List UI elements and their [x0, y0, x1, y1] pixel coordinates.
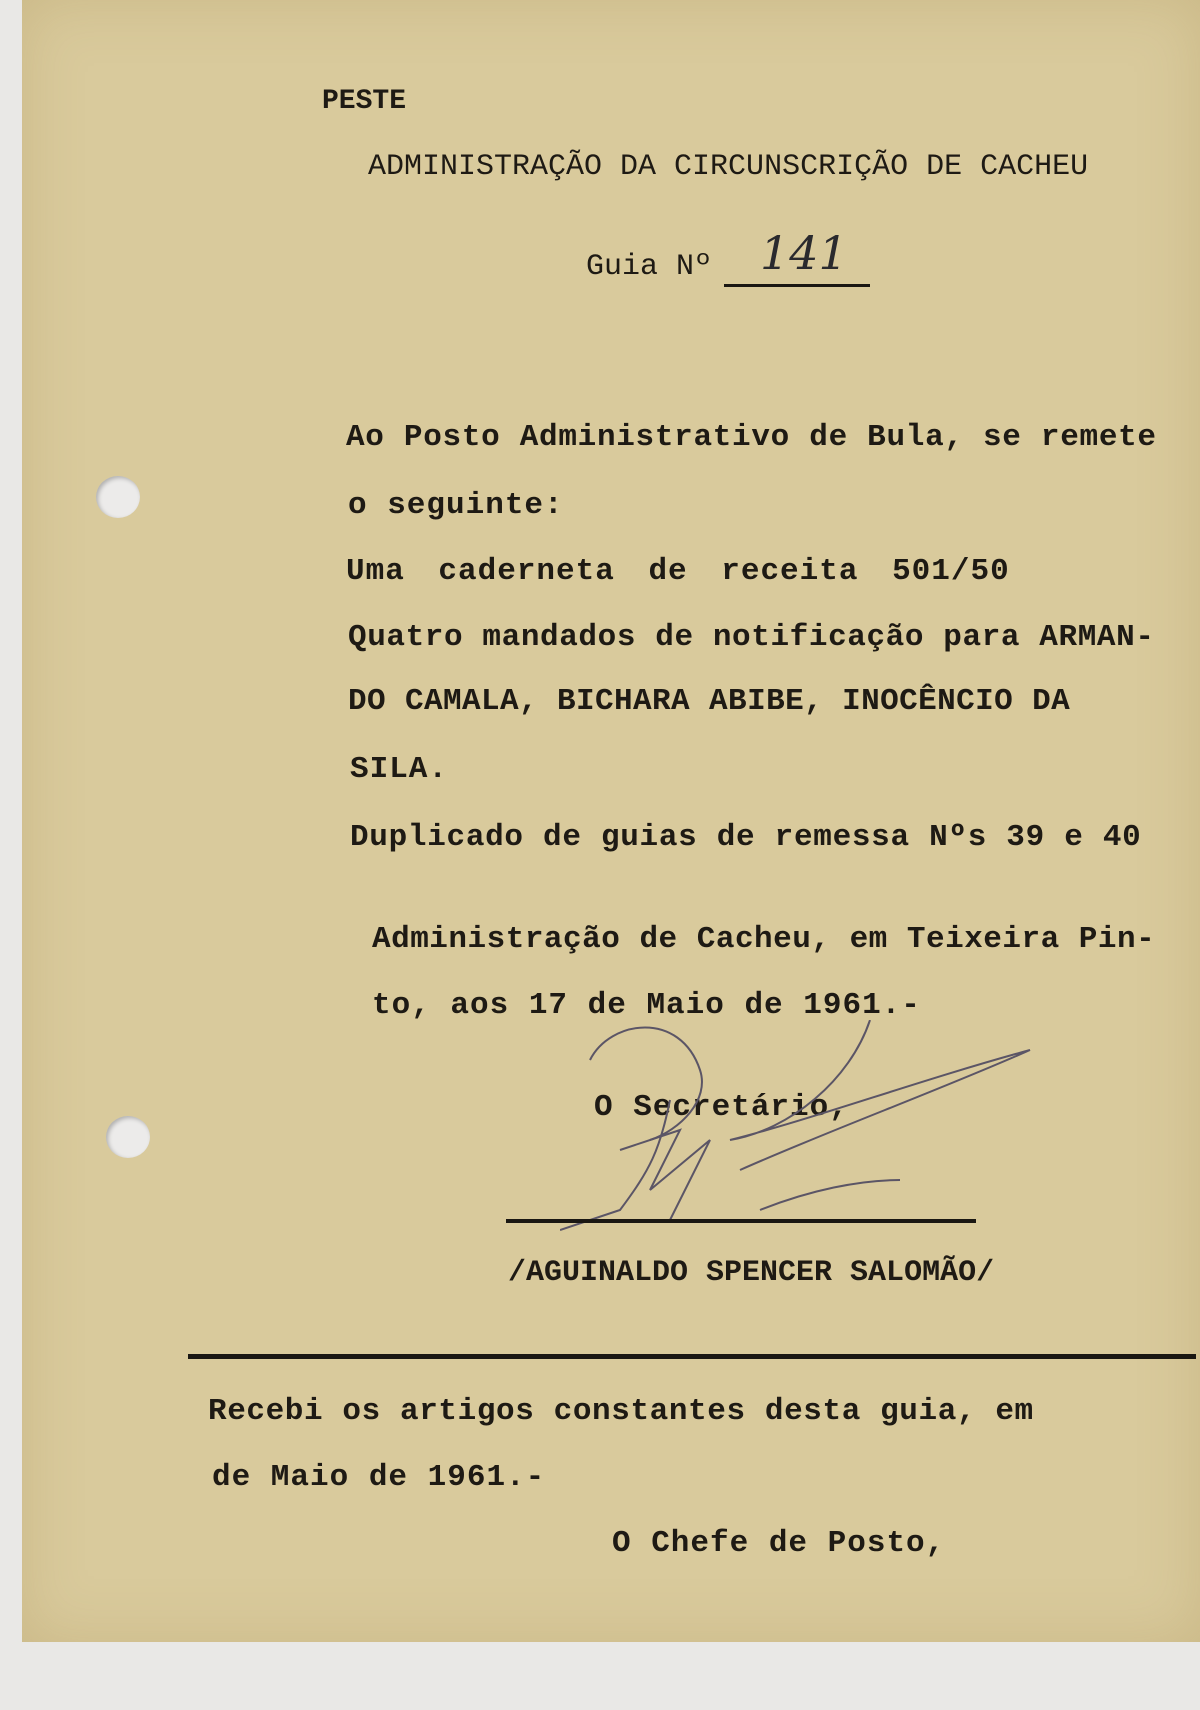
receipt-line-1: Recebi os artigos constantes desta guia, em [208, 1394, 1034, 1429]
signature-line [506, 1219, 976, 1223]
secretary-role: O Secretário, [594, 1090, 849, 1125]
item-mandados-line-1: Quatro mandados de notificação para ARMAN- [348, 620, 1155, 655]
receipt-line-2: de Maio de 1961.- [212, 1460, 546, 1495]
guia-label: Guia Nº [586, 250, 713, 284]
body-line-2: o seguinte: [348, 488, 564, 523]
body-line-1: Ao Posto Administrativo de Bula, se remete [346, 420, 1157, 455]
closing-line-2: to, aos 17 de Maio de 1961.- [372, 988, 921, 1023]
document-title: ADMINISTRAÇÃO DA CIRCUNSCRIÇÃO DE CACHEU [368, 150, 1089, 184]
guia-number-handwritten: 141 [760, 226, 848, 280]
guia-number-underline [724, 284, 870, 287]
punch-hole-top [96, 476, 140, 518]
receipt-role: O Chefe de Posto, [612, 1526, 946, 1561]
signature-mark [560, 1020, 1040, 1240]
closing-line-1: Administração de Cacheu, em Teixeira Pin- [372, 922, 1156, 957]
item-caderneta: Uma caderneta de receita 501/50 [346, 554, 1010, 589]
item-mandados-line-3: SILA. [350, 752, 449, 787]
section-divider [188, 1354, 1196, 1359]
punch-hole-bottom [106, 1116, 150, 1158]
header-stamp: PESTE [322, 86, 407, 117]
item-mandados-line-2: DO CAMALA, BICHARA ABIBE, INOCÊNCIO DA [348, 684, 1071, 719]
secretary-name: /AGUINALDO SPENCER SALOMÃO/ [508, 1256, 995, 1290]
item-duplicado: Duplicado de guias de remessa Nºs 39 e 40 [350, 820, 1142, 855]
